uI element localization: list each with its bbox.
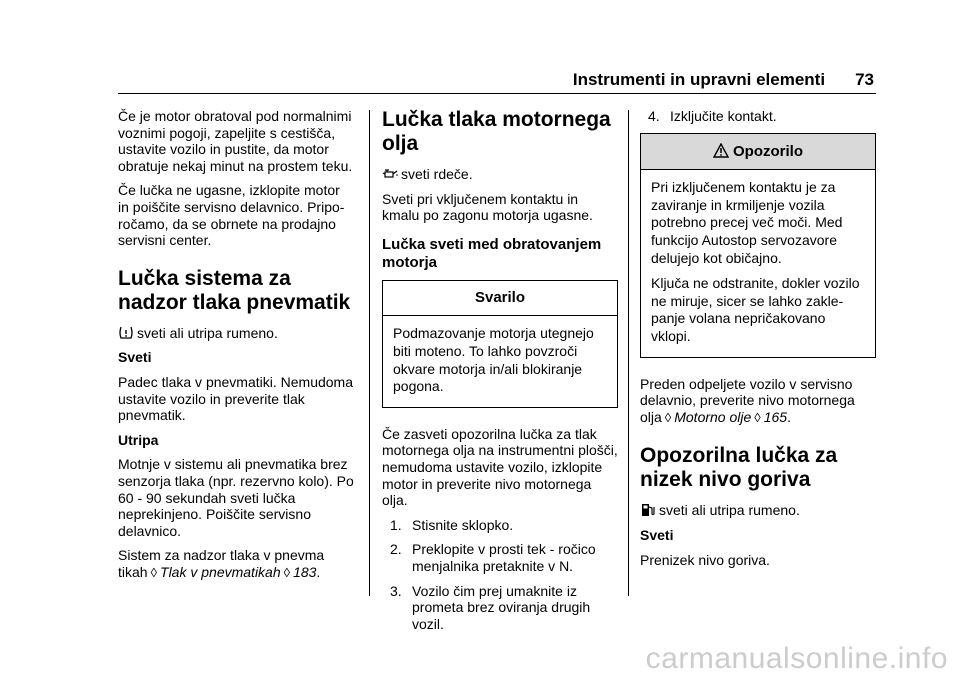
- section-heading: Opozorilna lučka za nizek nivo goriva: [640, 444, 838, 492]
- list-item: 3. Vozilo čim prej umaknite iz prometa brez oviranja drugih vozil.: [390, 582, 591, 632]
- oil-can-icon: [382, 167, 398, 181]
- reference-page[interactable]: 183: [293, 563, 317, 580]
- list-item: 2. Preklopite v prosti tek - ročico menjalnika pretaknite v N.: [390, 541, 596, 574]
- paragraph: Sistem za nadzor tlaka v pnevma tikah ◊ Tlak v pnevmatikah ◊ 183.: [118, 547, 325, 580]
- subheading: Lučka sveti med obratovanjem motorja: [382, 235, 602, 271]
- list-item: 1. Stisnite sklopko.: [390, 516, 514, 533]
- warning-title: Opozorilo: [641, 134, 875, 171]
- paragraph: Padec tlaka v pnevmatiki. Nemudoma ustavite vozilo in preverite tlak pnevmatik.: [118, 373, 353, 424]
- fuel-pump-icon: [640, 503, 656, 517]
- cross-reference-link[interactable]: Tlak v pnevmatikah: [160, 563, 281, 580]
- paragraph: Preden odpeljete vozilo v servisno delavnio, preverite nivo motornega olja ◊ Motorno olje ◊ 165.: [640, 375, 855, 425]
- header-rule: [118, 93, 876, 94]
- icon-line: sveti ali utripa rumeno.: [640, 502, 876, 519]
- paragraph: Če lučka ne ugasne, izklopite motor in poiščite servisno delavnico. Priporočamo, da se obrnete na prodajno servisni center.: [118, 182, 345, 249]
- section-heading: Lučka tlaka motornega olja: [382, 108, 611, 155]
- paragraph: Če zasveti opozorilna lučka za tlak motornega olja na instrumentni plošči, nemudoma ustavite vozilo, izklopite motor in preverite nivo motornega olja.: [382, 425, 618, 509]
- column-1: [118, 108, 354, 589]
- subheading: Utripa: [118, 431, 159, 448]
- steps-list: [382, 517, 618, 633]
- cross-reference-link[interactable]: Motorno olje: [674, 408, 752, 425]
- paragraph: Prenizek nivo goriva.: [640, 551, 770, 568]
- subheading: Sveti: [640, 526, 674, 543]
- column-3: [640, 108, 876, 576]
- reference-arrow-icon: ◊: [283, 564, 291, 580]
- paragraph: Motnje v sistemu ali pnevmatika brez senzorja tlaka (npr. rezervno kolo). Po 60 - 90 sekundah sveti lučka neprekinjeno. Poiščite servisno delavnico.: [118, 456, 354, 539]
- caution-text: Podmazovanje motorja utegnejo biti moteno. To lahko povzroči okvare motorja in/ali blokiranje pogona.: [393, 325, 594, 395]
- reference-arrow-icon: ◊: [664, 409, 672, 425]
- reference-page[interactable]: 165: [763, 408, 788, 425]
- caution-box: [382, 280, 618, 408]
- icon-line: sveti ali utripa rumeno.: [118, 325, 354, 342]
- reference-arrow-icon: ◊: [150, 564, 158, 580]
- section-heading: Lučka sistema za nadzor tlaka pnevmatik: [118, 266, 351, 314]
- column-2: [382, 108, 618, 640]
- warning-triangle-icon: [713, 143, 729, 158]
- paragraph: Če je motor obratoval pod normalnimi voznimi pogoji, zapeljite s cestišča, ustavite vozilo in pustite, da motor obratuje nekaj minut na prostem teku.: [118, 108, 353, 174]
- steps-list: [640, 108, 876, 125]
- page-number: 73: [855, 70, 874, 89]
- reference-arrow-icon: ◊: [754, 409, 761, 425]
- tire-pressure-icon: [118, 326, 134, 340]
- warning-text: Pri izključenem kontaktu je za zaviranje in krmiljenje vozila potrebno precej več moči. Med funkcijo Autostop servozavore delujejo kot običajno.: [651, 179, 843, 266]
- watermark: carmanualsonline.info: [645, 642, 948, 675]
- paragraph: Sveti pri vključenem kontaktu in kmalu po zagonu motorja ugasne.: [382, 190, 593, 224]
- page-header: [573, 70, 874, 90]
- icon-line: sveti rdeče.: [382, 166, 618, 183]
- subheading: Sveti: [118, 349, 152, 366]
- list-item: 4. Izključite kontakt.: [648, 108, 777, 124]
- column-divider: [369, 110, 370, 596]
- caution-title: Svarilo: [383, 281, 617, 317]
- warning-text: Ključa ne odstranite, dokler vozilo ne miruje, sicer se lahko zaklepanje volana nepričakovano vklopi.: [651, 275, 860, 344]
- header-title: Instrumenti in upravni elementi: [572, 70, 826, 89]
- column-divider: [628, 110, 629, 596]
- warning-box: [640, 133, 876, 358]
